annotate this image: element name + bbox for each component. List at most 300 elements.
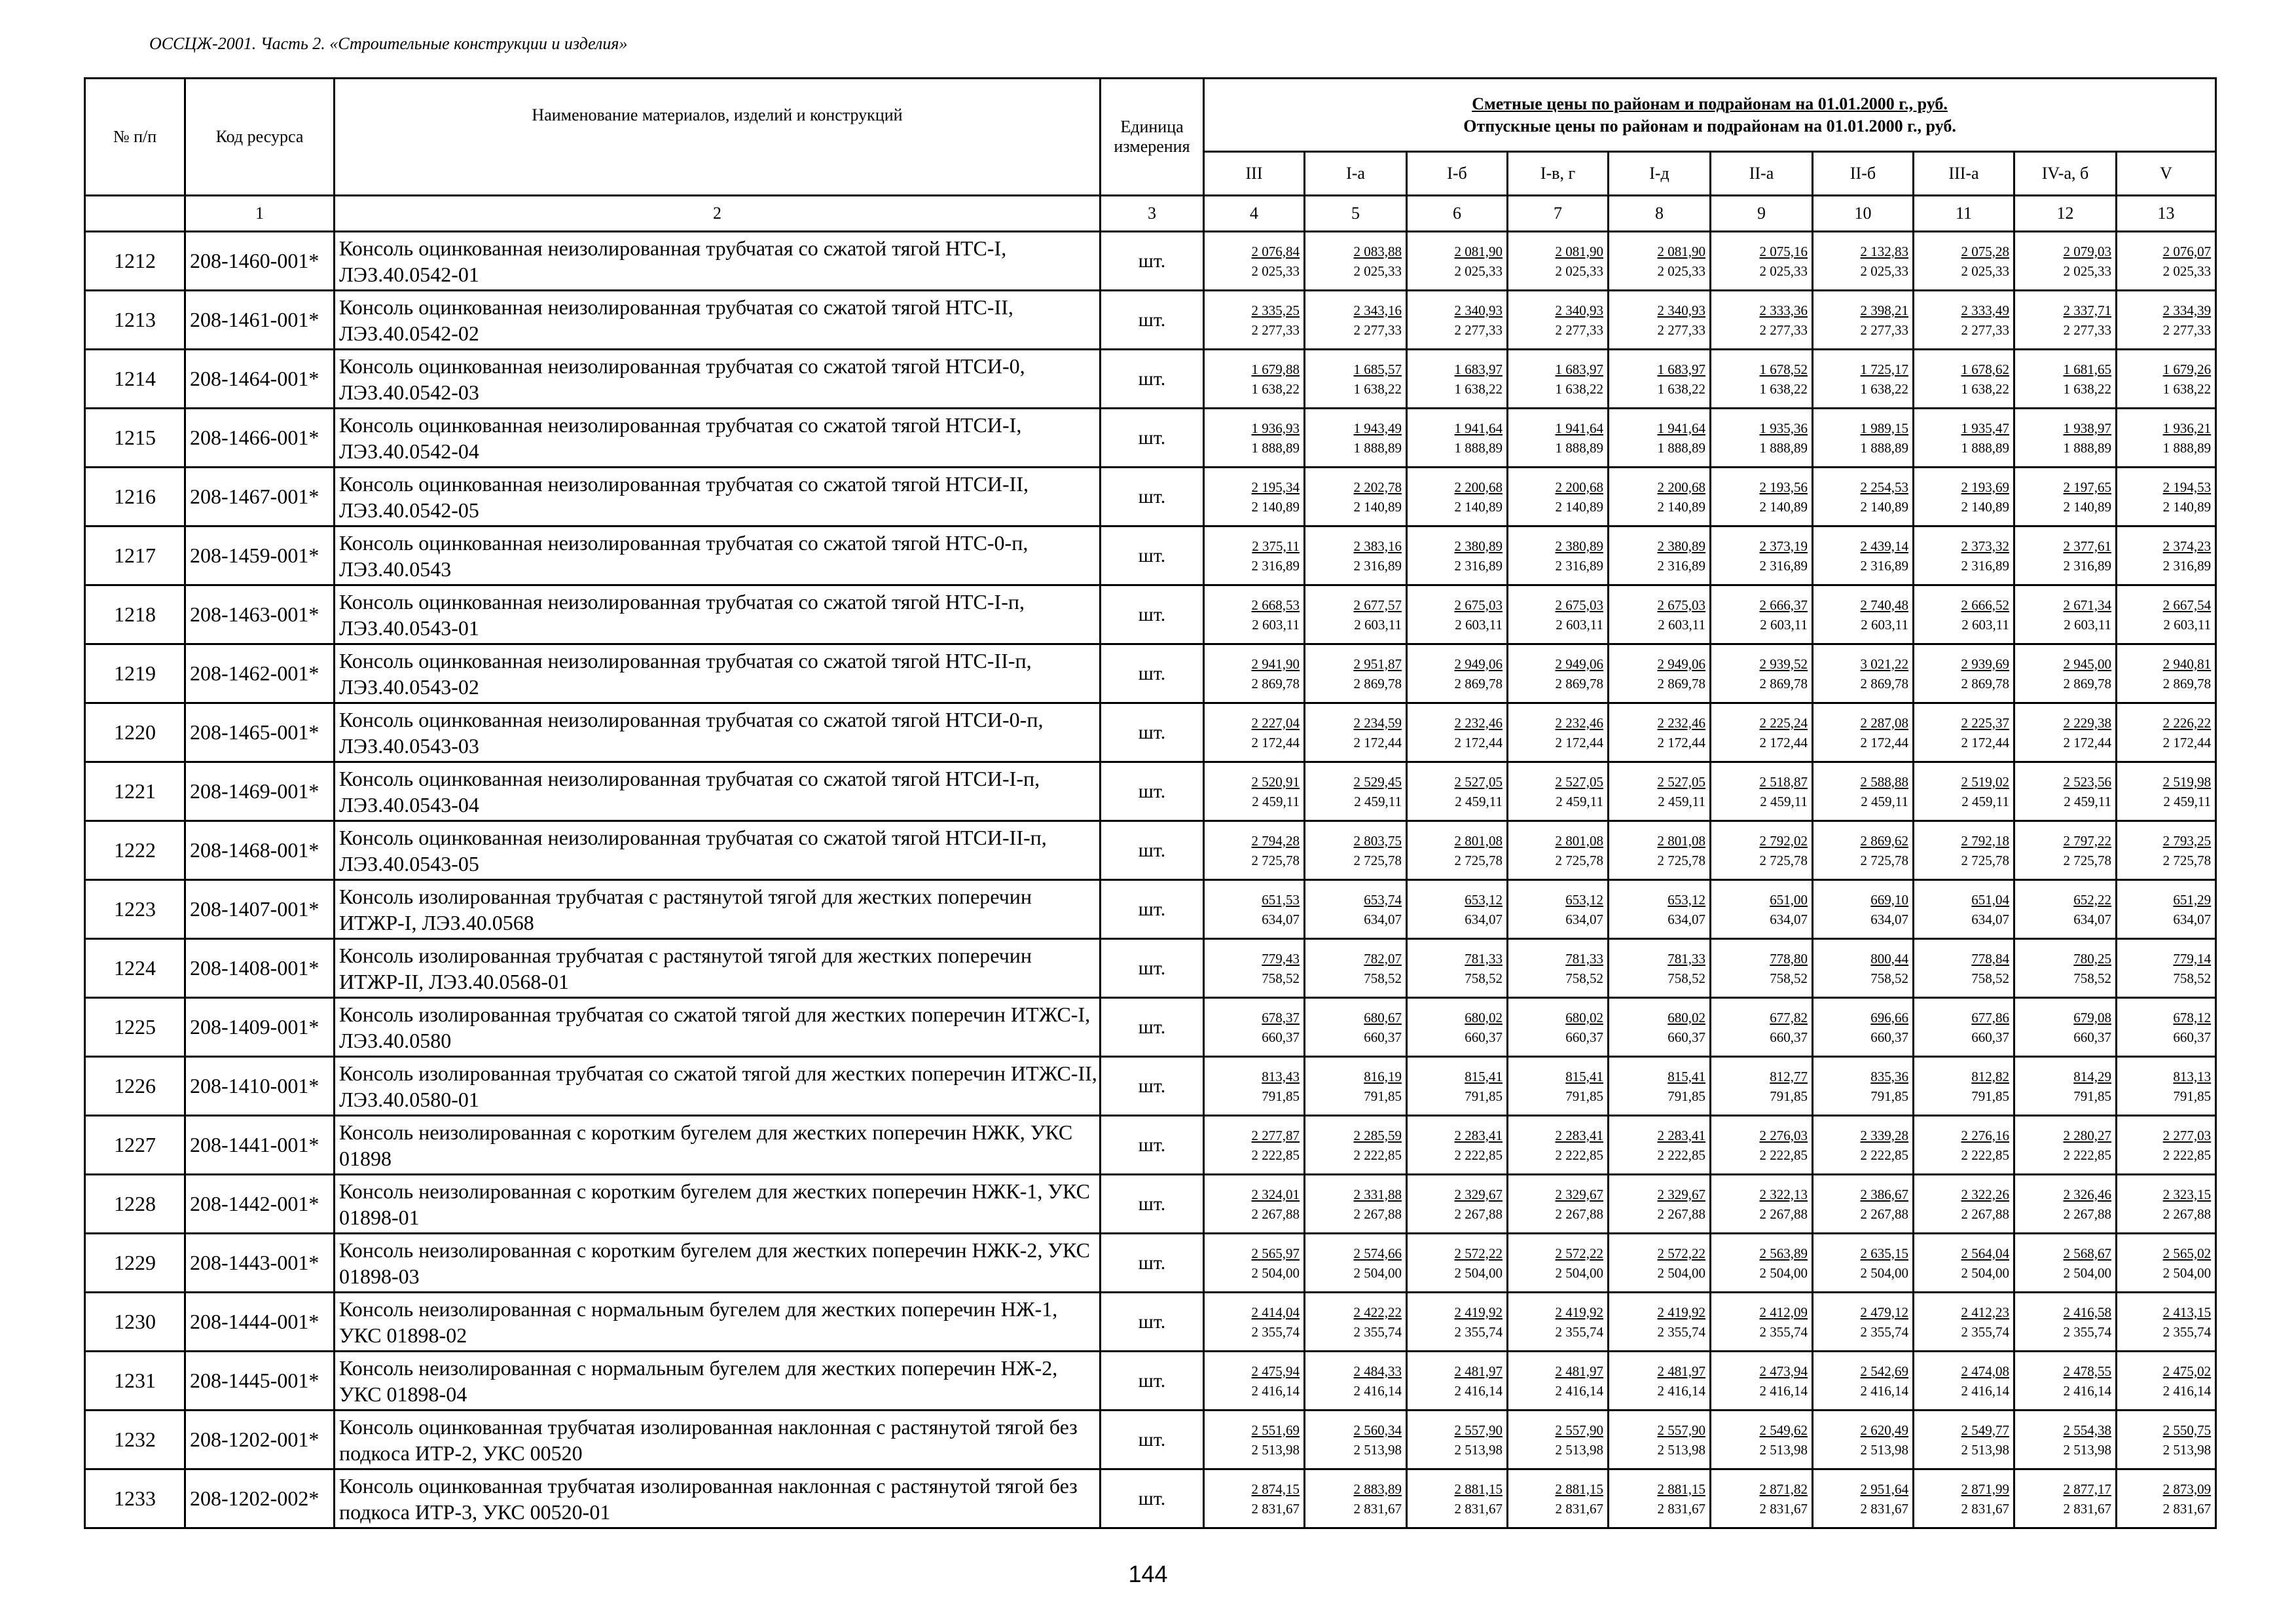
estimate-price: 2 588,88 <box>1860 773 1908 790</box>
release-price: 2 416,14 <box>1251 1382 1300 1399</box>
price-cell <box>1508 1057 1609 1116</box>
estimate-price: 2 326,46 <box>2063 1186 2111 1202</box>
row-number: 1226 <box>85 1057 185 1116</box>
price-cell <box>1711 291 1813 350</box>
price-cell <box>1711 821 1813 880</box>
price-cell <box>1407 644 1508 703</box>
release-price: 634,07 <box>1971 911 2009 927</box>
release-price: 2 172,44 <box>1251 734 1300 750</box>
header-name: Наименование материалов, изделий и конструкций <box>335 79 1101 196</box>
release-price: 634,07 <box>1667 911 1705 927</box>
estimate-price: 2 666,37 <box>1759 597 1808 613</box>
price-cell <box>1204 291 1305 350</box>
price-cell <box>1305 1234 1407 1293</box>
price-cell <box>1508 998 1609 1057</box>
price-cell <box>1305 1352 1407 1411</box>
price-cell <box>1609 526 1711 585</box>
release-price: 2 504,00 <box>1555 1264 1603 1281</box>
estimate-price: 2 232,46 <box>1454 714 1503 731</box>
estimate-price: 779,43 <box>1262 950 1300 967</box>
estimate-price: 2 340,93 <box>1657 302 1705 318</box>
price-cell <box>2117 585 2216 644</box>
price-cell <box>2117 1234 2216 1293</box>
release-price: 2 025,33 <box>1454 263 1503 279</box>
estimate-price: 2 877,17 <box>2063 1481 2111 1497</box>
price-cell <box>1914 468 2014 526</box>
estimate-price: 2 202,78 <box>1353 479 1402 495</box>
estimate-price: 2 666,52 <box>1961 597 2009 613</box>
resource-code: 208-1466-001* <box>185 409 335 468</box>
release-price: 2 025,33 <box>2162 263 2212 279</box>
release-price: 2 725,78 <box>1860 852 1908 868</box>
unit-of-measure: шт. <box>1101 526 1204 585</box>
price-cell <box>1508 1352 1609 1411</box>
release-price: 634,07 <box>1465 911 1503 927</box>
price-cell <box>1914 939 2014 998</box>
estimate-price: 677,86 <box>1971 1009 2009 1025</box>
estimate-price: 2 473,94 <box>1759 1363 1808 1379</box>
price-cell <box>2014 762 2117 821</box>
estimate-price: 2 334,39 <box>2162 302 2212 318</box>
price-cell <box>1813 291 1914 350</box>
unit-of-measure: шт. <box>1101 762 1204 821</box>
estimate-price: 2 939,69 <box>1961 655 2009 672</box>
price-table <box>84 77 2217 1529</box>
price-cell <box>1813 1057 1914 1116</box>
unit-of-measure: шт. <box>1101 1116 1204 1175</box>
release-price: 634,07 <box>2073 911 2111 927</box>
estimate-price: 2 474,08 <box>1961 1363 2009 1379</box>
price-cell <box>2117 526 2216 585</box>
price-cell <box>1508 1116 1609 1175</box>
item-name: Консоль оцинкованная неизолированная трубчатая со сжатой тягой НТС-0-п, ЛЭЗ.40.0543 <box>335 526 1101 585</box>
price-cell <box>1508 1411 1609 1469</box>
price-cell <box>2117 644 2216 703</box>
estimate-price: 2 193,56 <box>1759 479 1808 495</box>
estimate-price: 2 675,03 <box>1555 597 1603 613</box>
estimate-price: 651,04 <box>1971 891 2009 908</box>
estimate-price: 2 949,06 <box>1657 655 1705 672</box>
price-cell <box>1204 1116 1305 1175</box>
release-price: 2 025,33 <box>1961 263 2009 279</box>
estimate-price: 2 635,15 <box>1860 1245 1908 1261</box>
release-price: 2 603,11 <box>1961 616 2009 633</box>
release-price: 791,85 <box>1667 1088 1705 1104</box>
release-price: 2 416,14 <box>2162 1382 2212 1399</box>
estimate-price: 2 329,67 <box>1555 1186 1603 1202</box>
row-number: 1222 <box>85 821 185 880</box>
estimate-price: 2 374,23 <box>2162 538 2212 554</box>
release-price: 2 140,89 <box>1860 498 1908 515</box>
price-cell <box>2014 585 2117 644</box>
price-cell <box>1813 350 1914 409</box>
price-cell <box>1407 762 1508 821</box>
estimate-price: 781,33 <box>1667 950 1705 967</box>
column-number: 2 <box>335 196 1101 232</box>
estimate-price: 782,07 <box>1364 950 1402 967</box>
release-price: 2 831,67 <box>1961 1500 2009 1517</box>
release-price: 2 513,98 <box>2162 1441 2212 1458</box>
row-number: 1214 <box>85 350 185 409</box>
release-price: 2 140,89 <box>1353 498 1402 515</box>
price-cell <box>1711 585 1813 644</box>
price-cell <box>1407 1175 1508 1234</box>
estimate-price: 2 565,97 <box>1251 1245 1300 1261</box>
release-price: 2 869,78 <box>1251 675 1300 692</box>
price-cell <box>2117 350 2216 409</box>
price-cell <box>2014 526 2117 585</box>
release-price: 2 277,33 <box>1454 322 1503 338</box>
estimate-price: 813,13 <box>2173 1068 2212 1084</box>
price-cell <box>1305 1293 1407 1352</box>
unit-of-measure: шт. <box>1101 350 1204 409</box>
release-price: 2 504,00 <box>2162 1264 2212 1281</box>
release-price: 2 316,89 <box>1555 557 1603 574</box>
price-cell <box>1914 880 2014 939</box>
table-row <box>85 1352 2216 1411</box>
price-cell <box>1305 1469 1407 1528</box>
release-price: 2 459,11 <box>2064 793 2111 809</box>
price-cell <box>1914 232 2014 291</box>
item-name: Консоль оцинкованная неизолированная трубчатая со сжатой тягой НТС-I-п, ЛЭЗ.40.0543-01 <box>335 585 1101 644</box>
price-cell <box>2014 232 2117 291</box>
release-price: 2 316,89 <box>1860 557 1908 574</box>
column-number: 8 <box>1609 196 1711 232</box>
release-price: 2 416,14 <box>1961 1382 2009 1399</box>
release-price: 2 725,78 <box>2162 852 2212 868</box>
price-cell <box>1609 1352 1711 1411</box>
price-cell <box>1609 585 1711 644</box>
release-price: 634,07 <box>1364 911 1402 927</box>
release-price: 1 638,22 <box>2063 380 2111 397</box>
row-number: 1223 <box>85 880 185 939</box>
estimate-price: 2 412,23 <box>1961 1304 2009 1320</box>
release-price: 2 025,33 <box>1860 263 1908 279</box>
estimate-price: 2 794,28 <box>1251 832 1300 849</box>
release-price: 2 277,33 <box>2162 322 2212 338</box>
release-price: 2 416,14 <box>1759 1382 1808 1399</box>
release-price: 2 725,78 <box>1759 852 1808 868</box>
price-cell <box>2117 1352 2216 1411</box>
release-price: 2 222,85 <box>1860 1147 1908 1163</box>
table-row <box>85 1175 2216 1234</box>
estimate-price: 653,74 <box>1364 891 1402 908</box>
price-cell <box>1813 1352 1914 1411</box>
release-price: 2 025,33 <box>1353 263 1402 279</box>
unit-of-measure: шт. <box>1101 1234 1204 1293</box>
estimate-price: 2 677,57 <box>1353 597 1402 613</box>
price-cell <box>2014 1293 2117 1352</box>
resource-code: 208-1468-001* <box>185 821 335 880</box>
estimate-price: 2 276,16 <box>1961 1127 2009 1143</box>
price-cell <box>1813 939 1914 998</box>
estimate-price: 2 881,15 <box>1657 1481 1705 1497</box>
estimate-price: 2 563,89 <box>1759 1245 1808 1261</box>
table-row <box>85 1411 2216 1469</box>
price-cell <box>1508 821 1609 880</box>
release-price: 2 513,98 <box>1353 1441 1402 1458</box>
price-cell <box>1407 939 1508 998</box>
region-header: V <box>2117 152 2216 196</box>
price-cell <box>1813 1116 1914 1175</box>
row-number: 1221 <box>85 762 185 821</box>
release-price: 2 222,85 <box>2162 1147 2212 1163</box>
price-cell <box>2117 1057 2216 1116</box>
estimate-price: 779,14 <box>2173 950 2212 967</box>
resource-code: 208-1407-001* <box>185 880 335 939</box>
release-price: 2 355,74 <box>1657 1323 1705 1340</box>
estimate-price: 2 481,97 <box>1657 1363 1705 1379</box>
price-cell <box>1813 762 1914 821</box>
price-cell <box>1407 998 1508 1057</box>
price-cell <box>1305 1175 1407 1234</box>
estimate-price: 812,82 <box>1971 1068 2009 1084</box>
release-price: 1 638,22 <box>2162 380 2212 397</box>
price-cell <box>1407 1057 1508 1116</box>
release-price: 2 355,74 <box>2063 1323 2111 1340</box>
header-prices <box>1204 79 2216 152</box>
estimate-price: 814,29 <box>2073 1068 2111 1084</box>
unit-of-measure: шт. <box>1101 880 1204 939</box>
estimate-price: 2 079,03 <box>2063 243 2111 259</box>
estimate-price: 2 797,22 <box>2063 832 2111 849</box>
estimate-price: 816,19 <box>1364 1068 1402 1084</box>
estimate-price: 2 324,01 <box>1251 1186 1300 1202</box>
release-price: 2 140,89 <box>2162 498 2212 515</box>
release-price: 2 267,88 <box>2063 1206 2111 1222</box>
release-price: 2 459,11 <box>1455 793 1503 809</box>
estimate-price: 653,12 <box>1667 891 1705 908</box>
release-price: 2 416,14 <box>1860 1382 1908 1399</box>
estimate-price: 2 481,97 <box>1555 1363 1603 1379</box>
release-price: 2 172,44 <box>2063 734 2111 750</box>
price-cell <box>1204 1293 1305 1352</box>
estimate-price: 677,82 <box>1770 1009 1808 1025</box>
release-price: 2 222,85 <box>1251 1147 1300 1163</box>
price-cell <box>1609 1234 1711 1293</box>
release-price: 791,85 <box>1364 1088 1402 1104</box>
estimate-price: 2 557,90 <box>1454 1422 1503 1438</box>
column-number: 4 <box>1204 196 1305 232</box>
estimate-price: 2 939,52 <box>1759 655 1808 672</box>
release-price: 2 267,88 <box>1555 1206 1603 1222</box>
release-price: 791,85 <box>1465 1088 1503 1104</box>
price-cell <box>2014 1234 2117 1293</box>
price-cell <box>1204 585 1305 644</box>
price-cell <box>1914 998 2014 1057</box>
release-price: 2 172,44 <box>1860 734 1908 750</box>
release-price: 2 831,67 <box>2063 1500 2111 1517</box>
table-row <box>85 703 2216 762</box>
price-cell <box>1508 1234 1609 1293</box>
estimate-price: 2 949,06 <box>1555 655 1603 672</box>
item-name: Консоль оцинкованная неизолированная трубчатая со сжатой тягой НТСИ-II-п, ЛЭЗ.40.0543-05 <box>335 821 1101 880</box>
price-cell <box>1711 998 1813 1057</box>
price-cell <box>1508 526 1609 585</box>
estimate-price: 2 373,19 <box>1759 538 1808 554</box>
estimate-price: 2 377,61 <box>2063 538 2111 554</box>
release-price: 758,52 <box>2173 970 2212 986</box>
column-number: 11 <box>1914 196 2014 232</box>
release-price: 2 831,67 <box>1353 1500 1402 1517</box>
unit-of-measure: шт. <box>1101 1352 1204 1411</box>
release-price: 2 277,33 <box>1251 322 1300 338</box>
row-number: 1213 <box>85 291 185 350</box>
table-row <box>85 232 2216 291</box>
price-cell <box>2014 1469 2117 1528</box>
release-price: 1 888,89 <box>1961 439 2009 456</box>
release-price: 2 459,11 <box>1658 793 1705 809</box>
price-cell <box>2117 998 2216 1057</box>
release-price: 660,37 <box>1565 1029 1603 1045</box>
estimate-price: 2 414,04 <box>1251 1304 1300 1320</box>
estimate-price: 2 283,41 <box>1555 1127 1603 1143</box>
estimate-price: 2 675,03 <box>1657 597 1705 613</box>
price-cell <box>2014 644 2117 703</box>
estimate-price: 2 277,87 <box>1251 1127 1300 1143</box>
release-price: 2 725,78 <box>1555 852 1603 868</box>
estimate-price: 2 557,90 <box>1657 1422 1705 1438</box>
column-number: 13 <box>2117 196 2216 232</box>
release-price: 2 025,33 <box>1657 263 1705 279</box>
release-price: 2 831,67 <box>1454 1500 1503 1517</box>
resource-code: 208-1202-002* <box>185 1469 335 1528</box>
price-cell <box>1508 468 1609 526</box>
price-cell <box>1407 1469 1508 1528</box>
price-cell <box>1407 291 1508 350</box>
estimate-price: 2 200,68 <box>1555 479 1603 495</box>
estimate-price: 1 935,36 <box>1759 420 1808 436</box>
price-cell <box>2014 350 2117 409</box>
estimate-price: 1 936,21 <box>2162 420 2212 436</box>
release-price: 2 416,14 <box>1454 1382 1503 1399</box>
release-price: 2 504,00 <box>1860 1264 1908 1281</box>
price-cell <box>1813 468 1914 526</box>
estimate-price: 2 481,97 <box>1454 1363 1503 1379</box>
price-cell <box>1609 350 1711 409</box>
column-number: 6 <box>1407 196 1508 232</box>
item-name: Консоль оцинкованная трубчатая изолированная наклонная с растянутой тягой без подкоса ИТР-2, УКС 00520 <box>335 1411 1101 1469</box>
estimate-price: 2 554,38 <box>2063 1422 2111 1438</box>
price-cell <box>2117 232 2216 291</box>
release-price: 2 222,85 <box>1555 1147 1603 1163</box>
price-cell <box>2117 1116 2216 1175</box>
estimate-price: 2 874,15 <box>1251 1481 1300 1497</box>
price-cell <box>1508 939 1609 998</box>
price-cell <box>1204 1469 1305 1528</box>
release-price: 2 831,67 <box>2162 1500 2212 1517</box>
release-price: 2 513,98 <box>1961 1441 2009 1458</box>
item-name: Консоль оцинкованная трубчатая изолированная наклонная с растянутой тягой без подкоса ИТР-3, УКС 00520-01 <box>335 1469 1101 1528</box>
price-cell <box>1609 1293 1711 1352</box>
estimate-price: 1 679,88 <box>1251 361 1300 377</box>
price-cell <box>1711 880 1813 939</box>
release-price: 2 504,00 <box>1961 1264 2009 1281</box>
estimate-price: 2 416,58 <box>2063 1304 2111 1320</box>
column-number: 10 <box>1813 196 1914 232</box>
release-price: 2 355,74 <box>1860 1323 1908 1340</box>
price-cell <box>1305 291 1407 350</box>
estimate-price: 2 322,13 <box>1759 1186 1808 1202</box>
release-price: 2 355,74 <box>2162 1323 2212 1340</box>
price-cell <box>1204 703 1305 762</box>
price-cell <box>2014 1352 2117 1411</box>
release-price: 660,37 <box>1870 1029 1908 1045</box>
release-price: 2 869,78 <box>1860 675 1908 692</box>
price-cell <box>1407 232 1508 291</box>
estimate-price: 669,10 <box>1870 891 1908 908</box>
estimate-price: 1 941,64 <box>1454 420 1503 436</box>
estimate-price: 680,67 <box>1364 1009 1402 1025</box>
estimate-price: 2 792,02 <box>1759 832 1808 849</box>
estimate-price: 2 200,68 <box>1657 479 1705 495</box>
price-cell <box>1609 703 1711 762</box>
price-cell <box>2014 1411 2117 1469</box>
release-price: 2 459,11 <box>2163 793 2212 809</box>
estimate-price: 2 413,15 <box>2162 1304 2212 1320</box>
estimate-price: 2 339,28 <box>1860 1127 1908 1143</box>
unit-of-measure: шт. <box>1101 1175 1204 1234</box>
row-number: 1220 <box>85 703 185 762</box>
estimate-price: 2 478,55 <box>2063 1363 2111 1379</box>
estimate-price: 2 793,25 <box>2162 832 2212 849</box>
release-price: 2 459,11 <box>1252 793 1300 809</box>
release-price: 2 222,85 <box>1759 1147 1808 1163</box>
estimate-price: 2 523,56 <box>2063 773 2111 790</box>
table-row <box>85 1116 2216 1175</box>
release-price: 2 831,67 <box>1251 1500 1300 1517</box>
release-price: 2 513,98 <box>1454 1441 1503 1458</box>
estimate-price: 2 557,90 <box>1555 1422 1603 1438</box>
release-price: 2 140,89 <box>1657 498 1705 515</box>
item-name: Консоль оцинкованная неизолированная трубчатая со сжатой тягой НТС-II-п, ЛЭЗ.40.0543-02 <box>335 644 1101 703</box>
table-row <box>85 644 2216 703</box>
item-name: Консоль неизолированная с коротким бугелем для жестких поперечин НЖК-2, УКС 01898-03 <box>335 1234 1101 1293</box>
estimate-price: 653,12 <box>1565 891 1603 908</box>
price-cell <box>1914 762 2014 821</box>
price-cell <box>1305 526 1407 585</box>
estimate-price: 2 803,75 <box>1353 832 1402 849</box>
price-cell <box>1711 232 1813 291</box>
unit-of-measure: шт. <box>1101 703 1204 762</box>
resource-code: 208-1410-001* <box>185 1057 335 1116</box>
release-price: 2 025,33 <box>1555 263 1603 279</box>
price-cell <box>1914 291 2014 350</box>
price-cell <box>1813 998 1914 1057</box>
price-cell <box>1711 468 1813 526</box>
estimate-price: 2 340,93 <box>1555 302 1603 318</box>
estimate-price: 2 075,16 <box>1759 243 1808 259</box>
table-row <box>85 939 2216 998</box>
release-price: 2 140,89 <box>1555 498 1603 515</box>
region-header: I-б <box>1407 152 1508 196</box>
estimate-price: 2 667,54 <box>2162 597 2212 613</box>
estimate-price: 2 542,69 <box>1860 1363 1908 1379</box>
estimate-price: 2 883,89 <box>1353 1481 1402 1497</box>
release-price: 2 140,89 <box>1454 498 1503 515</box>
price-cell <box>1305 939 1407 998</box>
price-cell <box>1609 291 1711 350</box>
release-price: 2 416,14 <box>2063 1382 2111 1399</box>
table-row <box>85 1293 2216 1352</box>
price-cell <box>1711 644 1813 703</box>
price-cell <box>1813 703 1914 762</box>
release-price: 2 316,89 <box>2063 557 2111 574</box>
price-cell <box>1305 644 1407 703</box>
release-price: 2 267,88 <box>1454 1206 1503 1222</box>
release-price: 2 355,74 <box>1251 1323 1300 1340</box>
estimate-price: 2 380,89 <box>1454 538 1503 554</box>
